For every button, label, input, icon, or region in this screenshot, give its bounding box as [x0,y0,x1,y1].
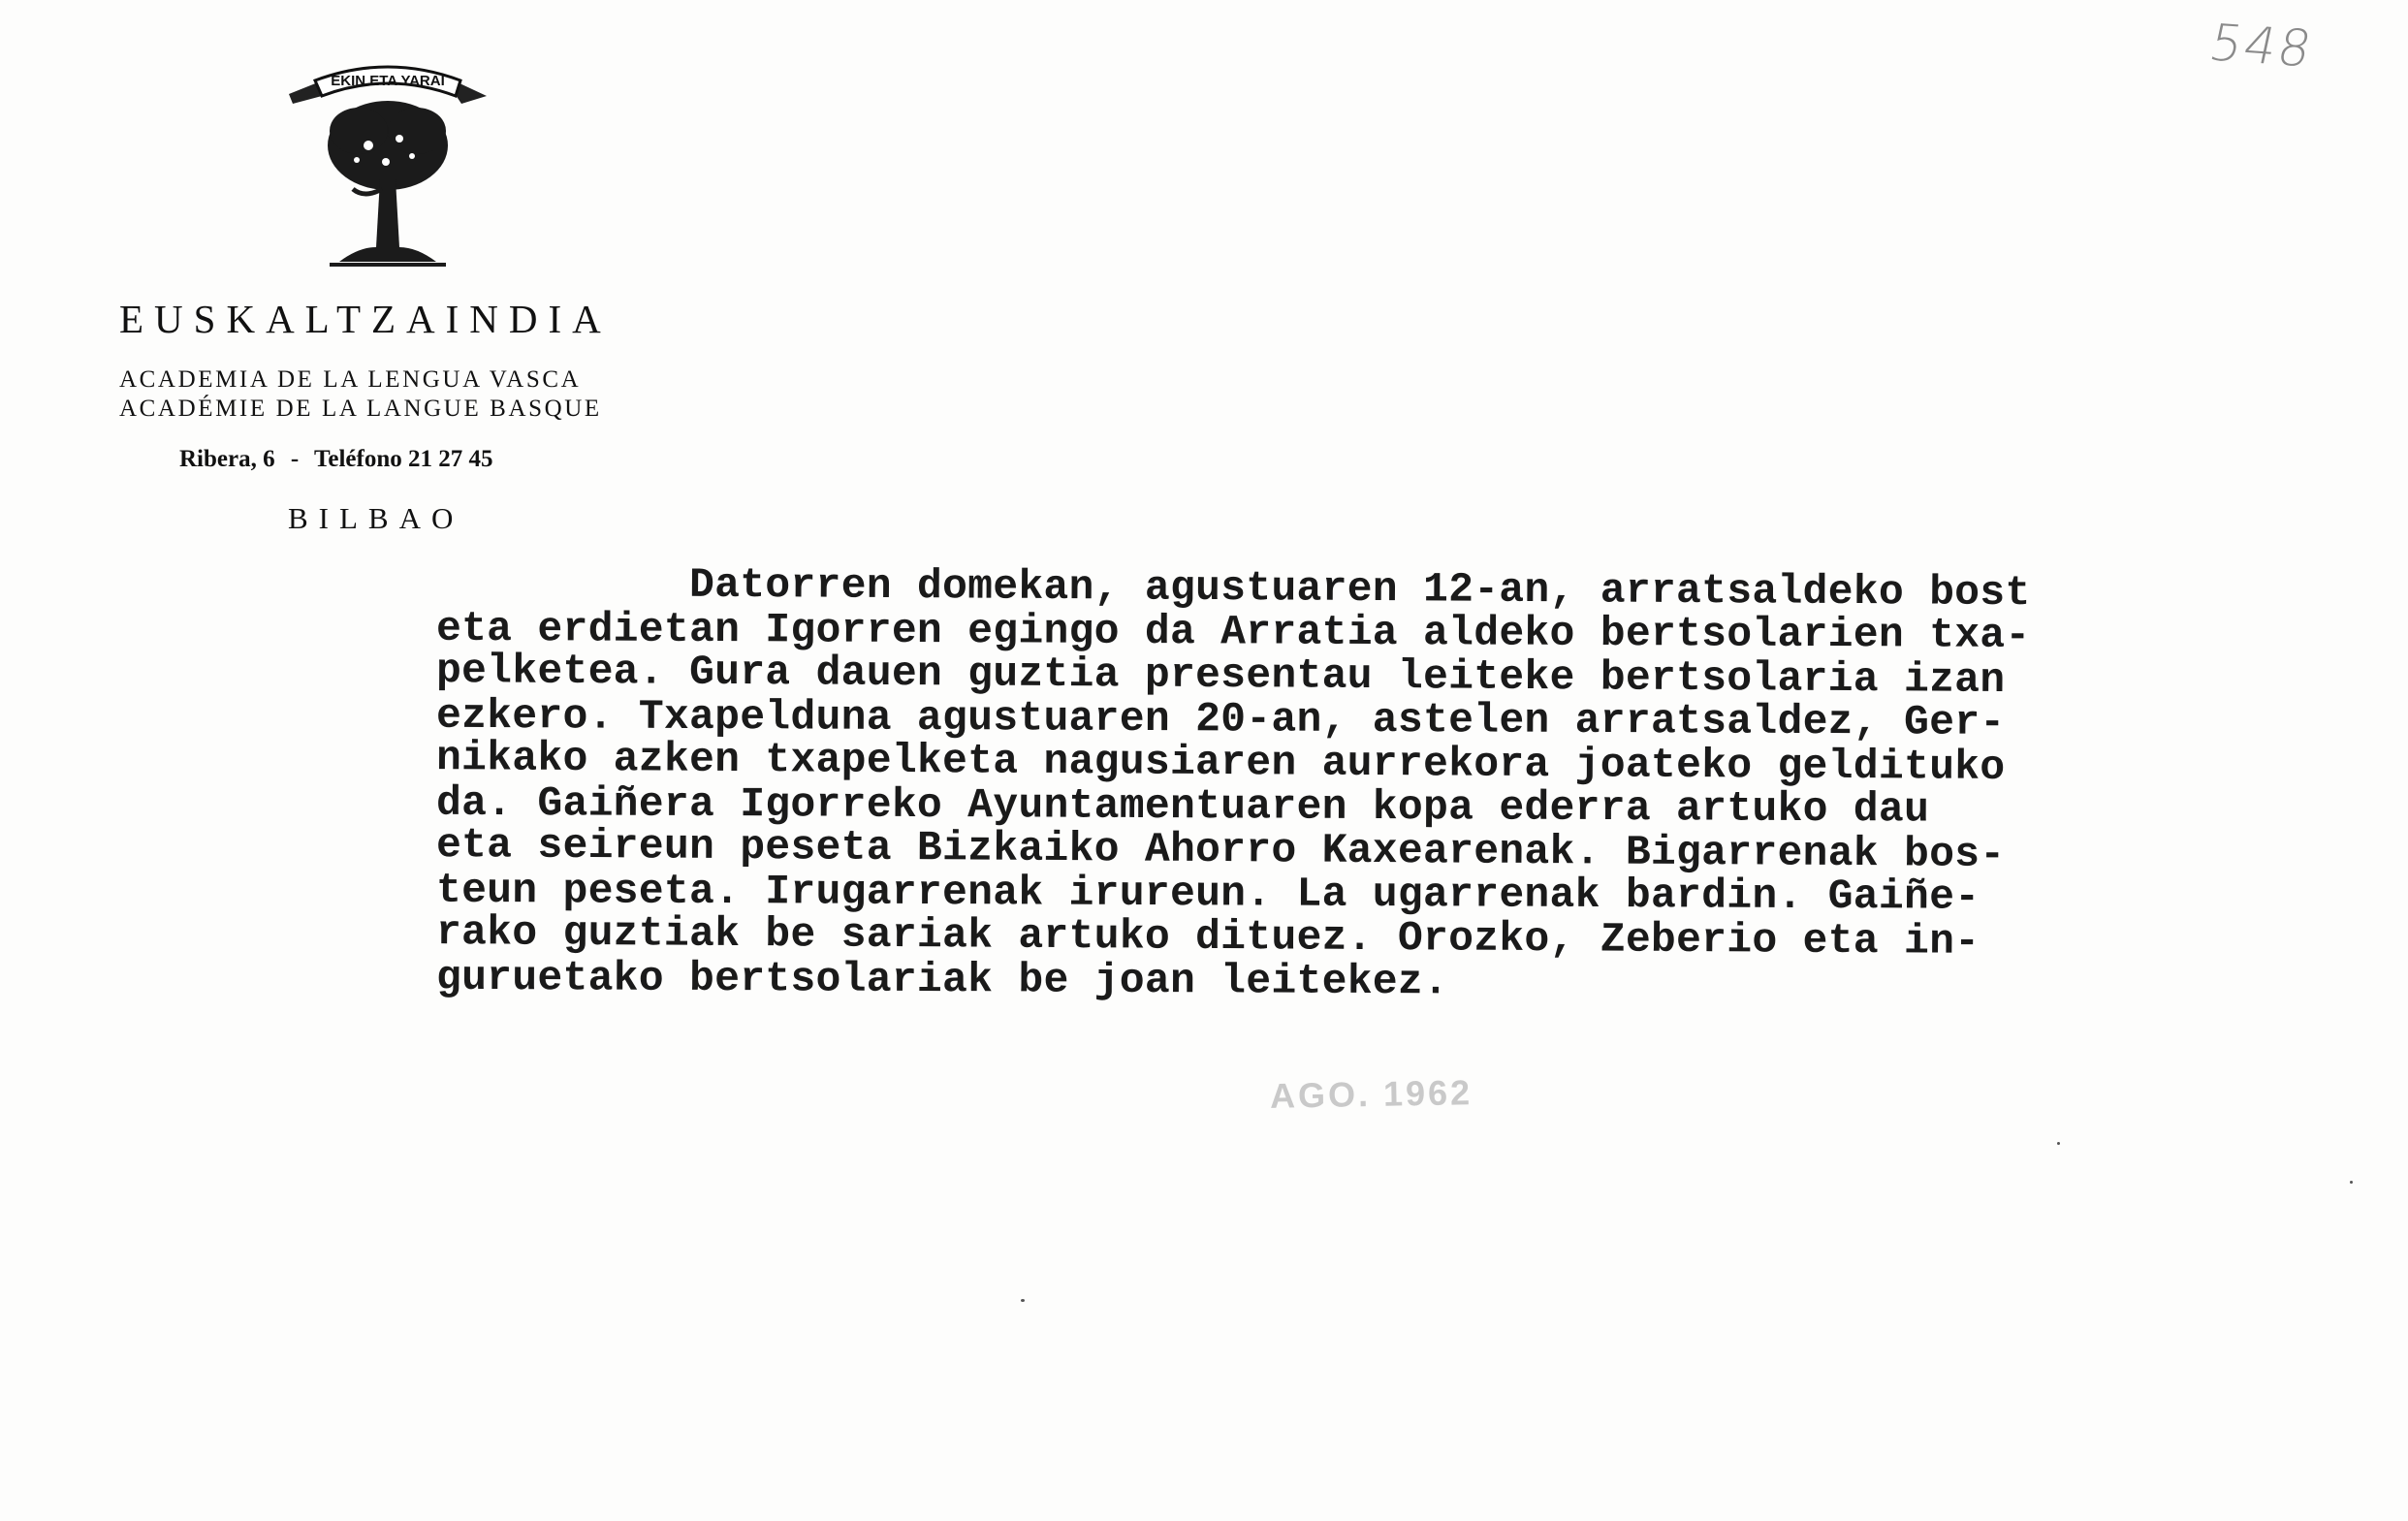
body-line: ezkero. Txapelduna agustuaren 20-an, astelen arratsaldez, Ger- [435,691,2006,746]
handwritten-page-number: 548 [2203,14,2319,79]
body-line: da. Gaiñera Igorreko Ayuntamentuaren kopa ederra artuko dau [435,778,1930,834]
city-name: BILBAO [288,501,464,535]
address-separator: - [290,446,300,472]
oak-tree-emblem-icon [271,53,504,276]
body-line: eta seireun peseta Bizkaiko Ahorro Kaxearenak. Bigarrenak bos- [435,821,2006,878]
body-line: rako guztiak be sariak artuko dituez. Orozko, Zeberio eta in- [435,908,1980,966]
emblem-motto: EKIN ETA YARAI [331,73,445,89]
body-line: pelketea. Gura dauen guztia presentau leiteke bertsolaria izan [435,647,2006,704]
organization-name: EUSKALTZAINDIA [119,297,612,341]
address-line [179,446,503,473]
date-stamp: AGO. 1962 [1269,1072,1473,1116]
body-line: Datorren domekan, agustuaren 12-an, arratsaldeko bost [435,559,2031,618]
phone-number: Teléfono 21 27 45 [314,446,493,472]
street-address: Ribera, 6 [179,446,275,472]
paper-speck [2350,1181,2353,1184]
paper-speck [2057,1142,2060,1145]
paper-speck [1021,1299,1025,1302]
body-line: guruetako bertsolariak be joan leitekez. [435,953,1449,1006]
subtitle-spanish: ACADEMIA DE LA LENGUA VASCA [119,366,582,393]
body-line: teun peseta. Irugarrenak irureun. La ugarrenak bardin. Gaiñe- [435,866,1980,921]
subtitle-french: ACADÉMIE DE LA LANGUE BASQUE [119,396,602,422]
body-line: eta erdietan Igorren egingo da Arratia aldeko bertsolarien txa- [435,604,2031,659]
body-line: nikako azken txapelketa nagusiaren aurrekora joateko geldituko [435,734,2006,791]
typed-body [435,559,2307,1006]
